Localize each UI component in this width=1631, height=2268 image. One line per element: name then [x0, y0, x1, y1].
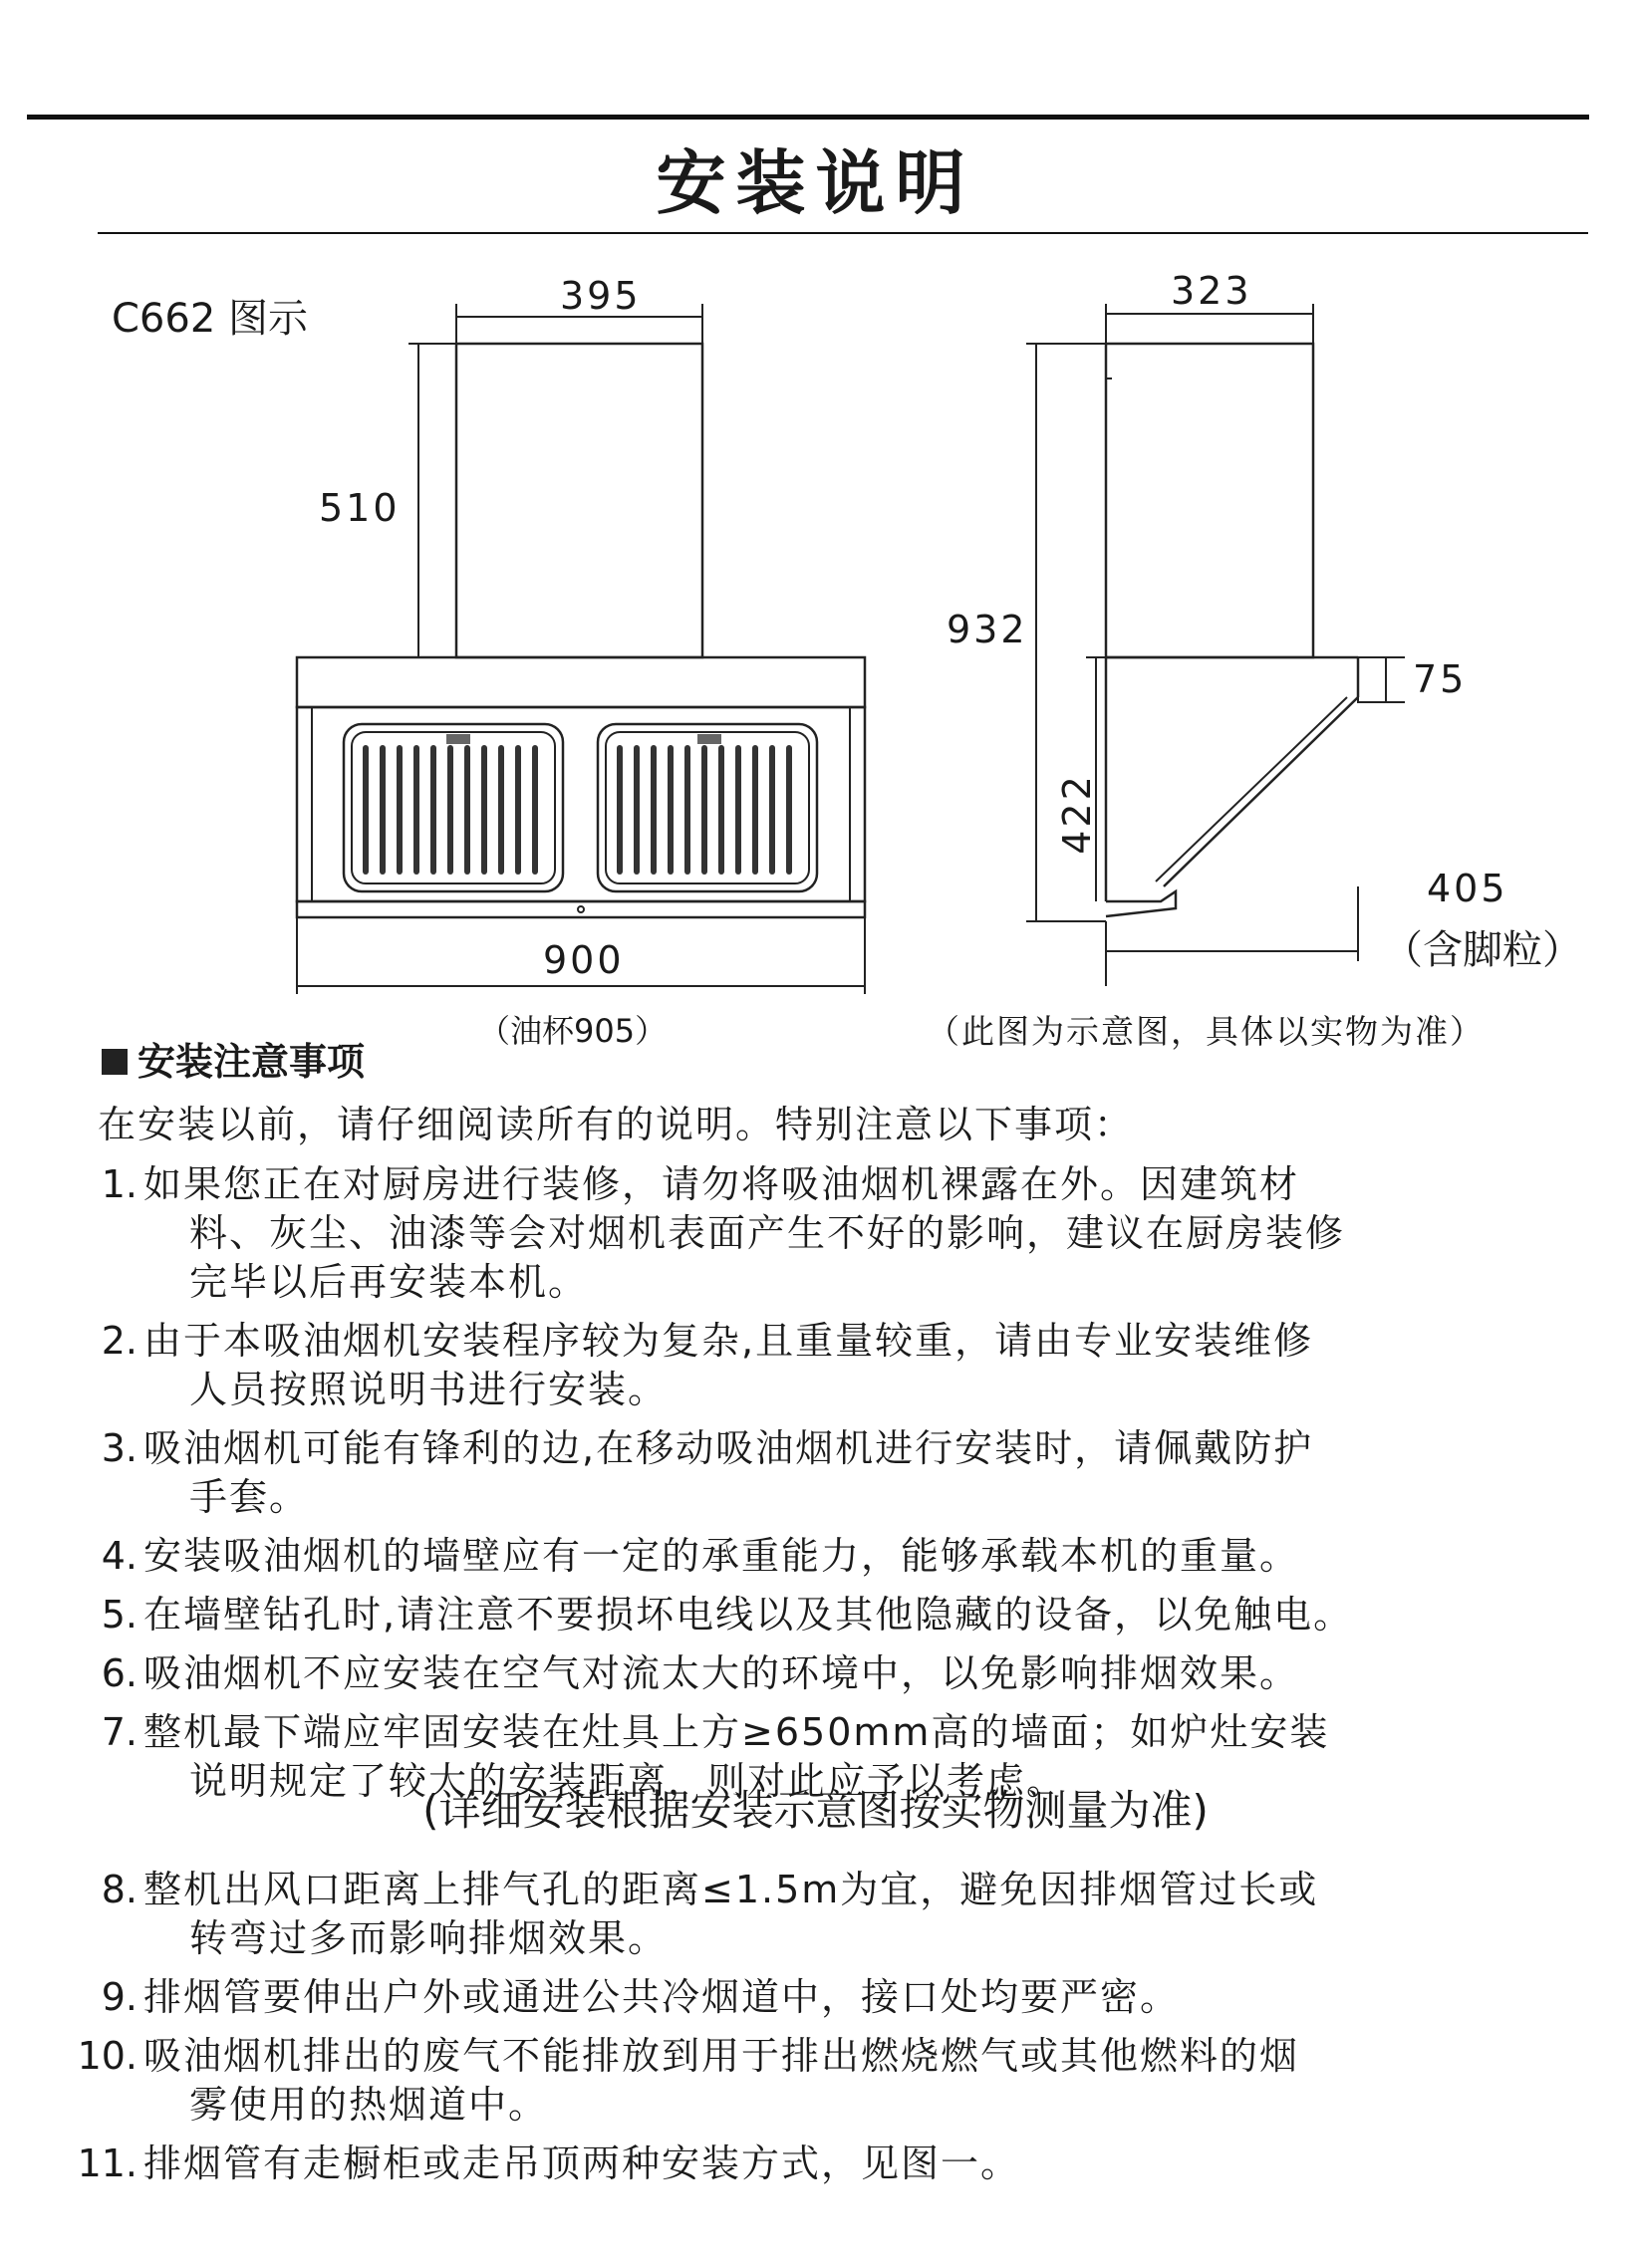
- note-line: [56, 1966, 1180, 2021]
- note-line: [56, 1525, 1299, 1580]
- figure-disclaimer: （此图为示意图，具体以实物为准）: [927, 1012, 1485, 1051]
- note-number: 11.: [77, 2142, 137, 2185]
- notes-intro: 在安装以前，请仔细阅读所有的说明。特别注意以下事项：: [98, 1103, 1135, 1146]
- note-number: 4.: [101, 1534, 137, 1578]
- note-line: [56, 2133, 1020, 2187]
- notes-heading: [102, 1031, 365, 1086]
- note-line: [98, 2074, 548, 2129]
- note-text: 在墙壁钻孔时,请注意不要损坏电线以及其他隐藏的设备，以免触电。: [143, 1593, 1354, 1637]
- note-number: 3.: [101, 1426, 137, 1470]
- note-text: 排烟管有走橱柜或走吊顶两种安装方式，见图一。: [143, 2142, 1021, 2185]
- note-line: [56, 2025, 1299, 2080]
- side-outlet-dimension: 75: [1413, 657, 1468, 701]
- note-text: 雾使用的热烟道中。: [189, 2083, 549, 2127]
- side-height-total-dimension: 932: [947, 608, 1028, 651]
- square-bullet-icon: [102, 1049, 128, 1075]
- side-view-lines: [1026, 304, 1405, 986]
- note-line: [56, 1584, 1353, 1638]
- side-height-body-dimension: 422: [1054, 773, 1099, 855]
- note-line: [98, 1359, 668, 1413]
- centered-note: (详细安装根据安装示意图按实物测量为准): [422, 1786, 1209, 1835]
- side-depth-dimension: 405: [1427, 867, 1508, 910]
- note-text: 如果您正在对厨房进行装修，请勿将吸油烟机裸露在外。因建筑材: [143, 1162, 1300, 1206]
- page-title: 安装说明: [656, 142, 975, 224]
- note-number: 2.: [101, 1319, 137, 1363]
- note-text: 由于本吸油烟机安装程序较为复杂,且重量较重，请由专业安装维修: [143, 1319, 1314, 1363]
- front-view-drawing: [0, 0, 1631, 1036]
- notes-heading-text: 安装注意事项: [137, 1040, 366, 1084]
- note-text: 人员按照说明书进行安装。: [189, 1368, 669, 1411]
- note-line: [56, 1153, 1299, 1208]
- note-number: 7.: [101, 1710, 137, 1754]
- note-number: 10.: [77, 2034, 137, 2078]
- note-number: 1.: [101, 1162, 137, 1206]
- oil-cup-note: （油杯905）: [478, 1012, 668, 1050]
- note-text: 整机最下端应牢固安装在灶具上方≥650mm高的墙面；如炉灶安装: [143, 1710, 1330, 1754]
- note-text: 料、灰尘、油漆等会对烟机表面产生不好的影响，建议在厨房装修: [189, 1211, 1346, 1255]
- note-text: 手套。: [189, 1475, 310, 1519]
- note-number: 6.: [101, 1651, 137, 1695]
- note-number: 9.: [101, 1975, 137, 2019]
- note-text: 说明规定了较大的安装距离，则对此应予以考虑。: [189, 1759, 1067, 1803]
- side-width-top-dimension: 323: [1171, 269, 1252, 313]
- figure-label: C662 图示: [112, 296, 308, 342]
- note-number: 8.: [101, 1868, 137, 1911]
- note-line: [98, 1466, 309, 1521]
- note-text: 吸油烟机排出的废气不能排放到用于排出燃烧燃气或其他燃料的烟: [143, 2034, 1300, 2078]
- note-line: [56, 1701, 1329, 1756]
- note-line: [98, 1251, 588, 1306]
- note-text: 吸油烟机可能有锋利的边,在移动吸油烟机进行安装时，请佩戴防护: [143, 1426, 1314, 1470]
- front-width-body-dimension: 900: [543, 938, 625, 982]
- note-line: [56, 1642, 1299, 1697]
- note-text: 吸油烟机不应安装在空气对流太大的环境中，以免影响排烟效果。: [143, 1651, 1300, 1695]
- note-text: 安装吸油烟机的墙壁应有一定的承重能力，能够承载本机的重量。: [143, 1534, 1300, 1578]
- note-line: [98, 1202, 1345, 1257]
- note-text: 整机出风口距离上排气孔的距离≤1.5m为宜，避免因排烟管过长或: [143, 1868, 1319, 1911]
- front-height-top-dimension: 510: [319, 486, 401, 530]
- note-number: 5.: [101, 1593, 137, 1637]
- note-text: 转弯过多而影响排烟效果。: [189, 1916, 669, 1960]
- note-text: 完毕以后再安装本机。: [189, 1260, 589, 1304]
- note-line: [56, 1417, 1313, 1472]
- note-line: [98, 1907, 668, 1962]
- side-depth-note: （含脚粒）: [1383, 927, 1582, 973]
- front-width-top-dimension: 395: [560, 274, 642, 318]
- note-text: 排烟管要伸出户外或通进公共冷烟道中，接口处均要严密。: [143, 1975, 1181, 2019]
- note-line: [56, 1310, 1313, 1365]
- note-line: [56, 1859, 1318, 1913]
